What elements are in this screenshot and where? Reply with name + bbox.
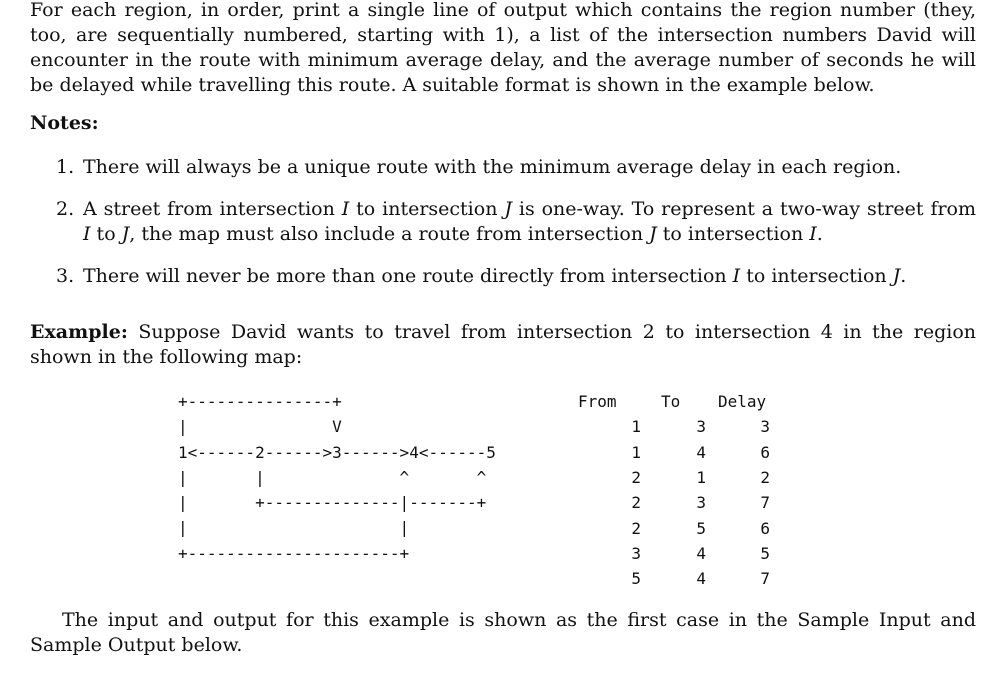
delay-table-header-row bbox=[578, 389, 790, 414]
note-text: to bbox=[90, 223, 122, 245]
math-var: I bbox=[83, 223, 91, 245]
example-text: Suppose David wants to travel from intersection 2 to intersection 4 in the region shown in the following map: bbox=[30, 321, 976, 368]
math-var: J bbox=[121, 223, 130, 245]
math-var: J bbox=[649, 223, 657, 245]
cell-to: 4 bbox=[696, 543, 706, 563]
note-text: to intersection bbox=[349, 198, 505, 220]
cell-delay: 3 bbox=[760, 417, 770, 437]
cell-from: 1 bbox=[631, 442, 641, 462]
note-text: . bbox=[900, 265, 907, 287]
cell-from: 1 bbox=[631, 417, 641, 437]
note-item-2 bbox=[30, 197, 976, 247]
table-row bbox=[578, 566, 790, 591]
table-row bbox=[578, 440, 790, 465]
cell-from: 2 bbox=[631, 468, 641, 488]
delay-table-body bbox=[578, 414, 790, 591]
column-header-delay: Delay bbox=[718, 392, 767, 412]
cell-delay: 2 bbox=[760, 468, 770, 488]
note-number: 2. bbox=[56, 198, 75, 220]
note-text: There will never be more than one route directly from intersection bbox=[83, 265, 733, 287]
cell-from: 5 bbox=[631, 569, 641, 589]
math-var: I bbox=[809, 223, 817, 245]
note-text: , the map must also include a route from intersection bbox=[129, 223, 650, 245]
note-item-1 bbox=[30, 155, 976, 180]
example-label: Example: bbox=[30, 321, 128, 343]
cell-to: 4 bbox=[696, 569, 706, 589]
math-var: I bbox=[732, 265, 741, 287]
column-header-from: From bbox=[578, 392, 617, 412]
note-text: A street from intersection bbox=[83, 198, 342, 220]
cell-delay: 7 bbox=[760, 493, 770, 513]
cell-to: 1 bbox=[696, 468, 706, 488]
table-row bbox=[578, 515, 790, 540]
math-var: I bbox=[341, 198, 350, 220]
table-row bbox=[578, 541, 790, 566]
closing-paragraph: The input and output for this example is shown as the first case in the Sample Input and Sample Output below. bbox=[30, 609, 976, 656]
note-text: to intersection bbox=[740, 265, 893, 287]
column-header-to: To bbox=[661, 392, 681, 412]
cell-to: 4 bbox=[696, 442, 706, 462]
note-text: . bbox=[816, 223, 823, 245]
delay-table bbox=[578, 389, 790, 591]
cell-from: 2 bbox=[631, 493, 641, 513]
cell-delay: 7 bbox=[760, 569, 770, 589]
ascii-road-map: +---------------+ | V 1<------2------>3------>4<------5 | | ^ ^ | +--------------|-------+ | | +----------------------+ bbox=[178, 392, 496, 563]
cell-delay: 6 bbox=[760, 518, 770, 538]
cell-from: 3 bbox=[631, 543, 641, 563]
table-row bbox=[578, 490, 790, 515]
intro-paragraph: For each region, in order, print a single line of output which contains the region number (they, too, are sequentially numbered, starting with 1), a list of the intersection numbers David will encounter in the route with minimum average delay, and the average number of seconds he will be delayed while travelling this route. A suitable format is shown in the example below. bbox=[30, 0, 976, 96]
cell-to: 3 bbox=[696, 417, 706, 437]
cell-to: 5 bbox=[696, 518, 706, 538]
notes-list bbox=[30, 155, 976, 289]
note-number: 3. bbox=[56, 265, 75, 287]
cell-to: 3 bbox=[696, 493, 706, 513]
note-item-3 bbox=[30, 264, 976, 289]
note-number: 1. bbox=[56, 156, 75, 178]
notes-heading: Notes: bbox=[30, 112, 99, 134]
example-paragraph bbox=[30, 320, 976, 370]
table-row bbox=[578, 414, 790, 439]
table-row bbox=[578, 465, 790, 490]
math-var: J bbox=[504, 198, 512, 220]
cell-delay: 5 bbox=[760, 543, 770, 563]
note-text: is one-way. To represent a two-way street from bbox=[511, 198, 977, 220]
cell-from: 2 bbox=[631, 518, 641, 538]
math-var: J bbox=[892, 265, 901, 287]
note-text: There will always be a unique route with the minimum average delay in each region. bbox=[83, 156, 902, 178]
note-text: to intersection bbox=[656, 223, 810, 245]
cell-delay: 6 bbox=[760, 442, 770, 462]
